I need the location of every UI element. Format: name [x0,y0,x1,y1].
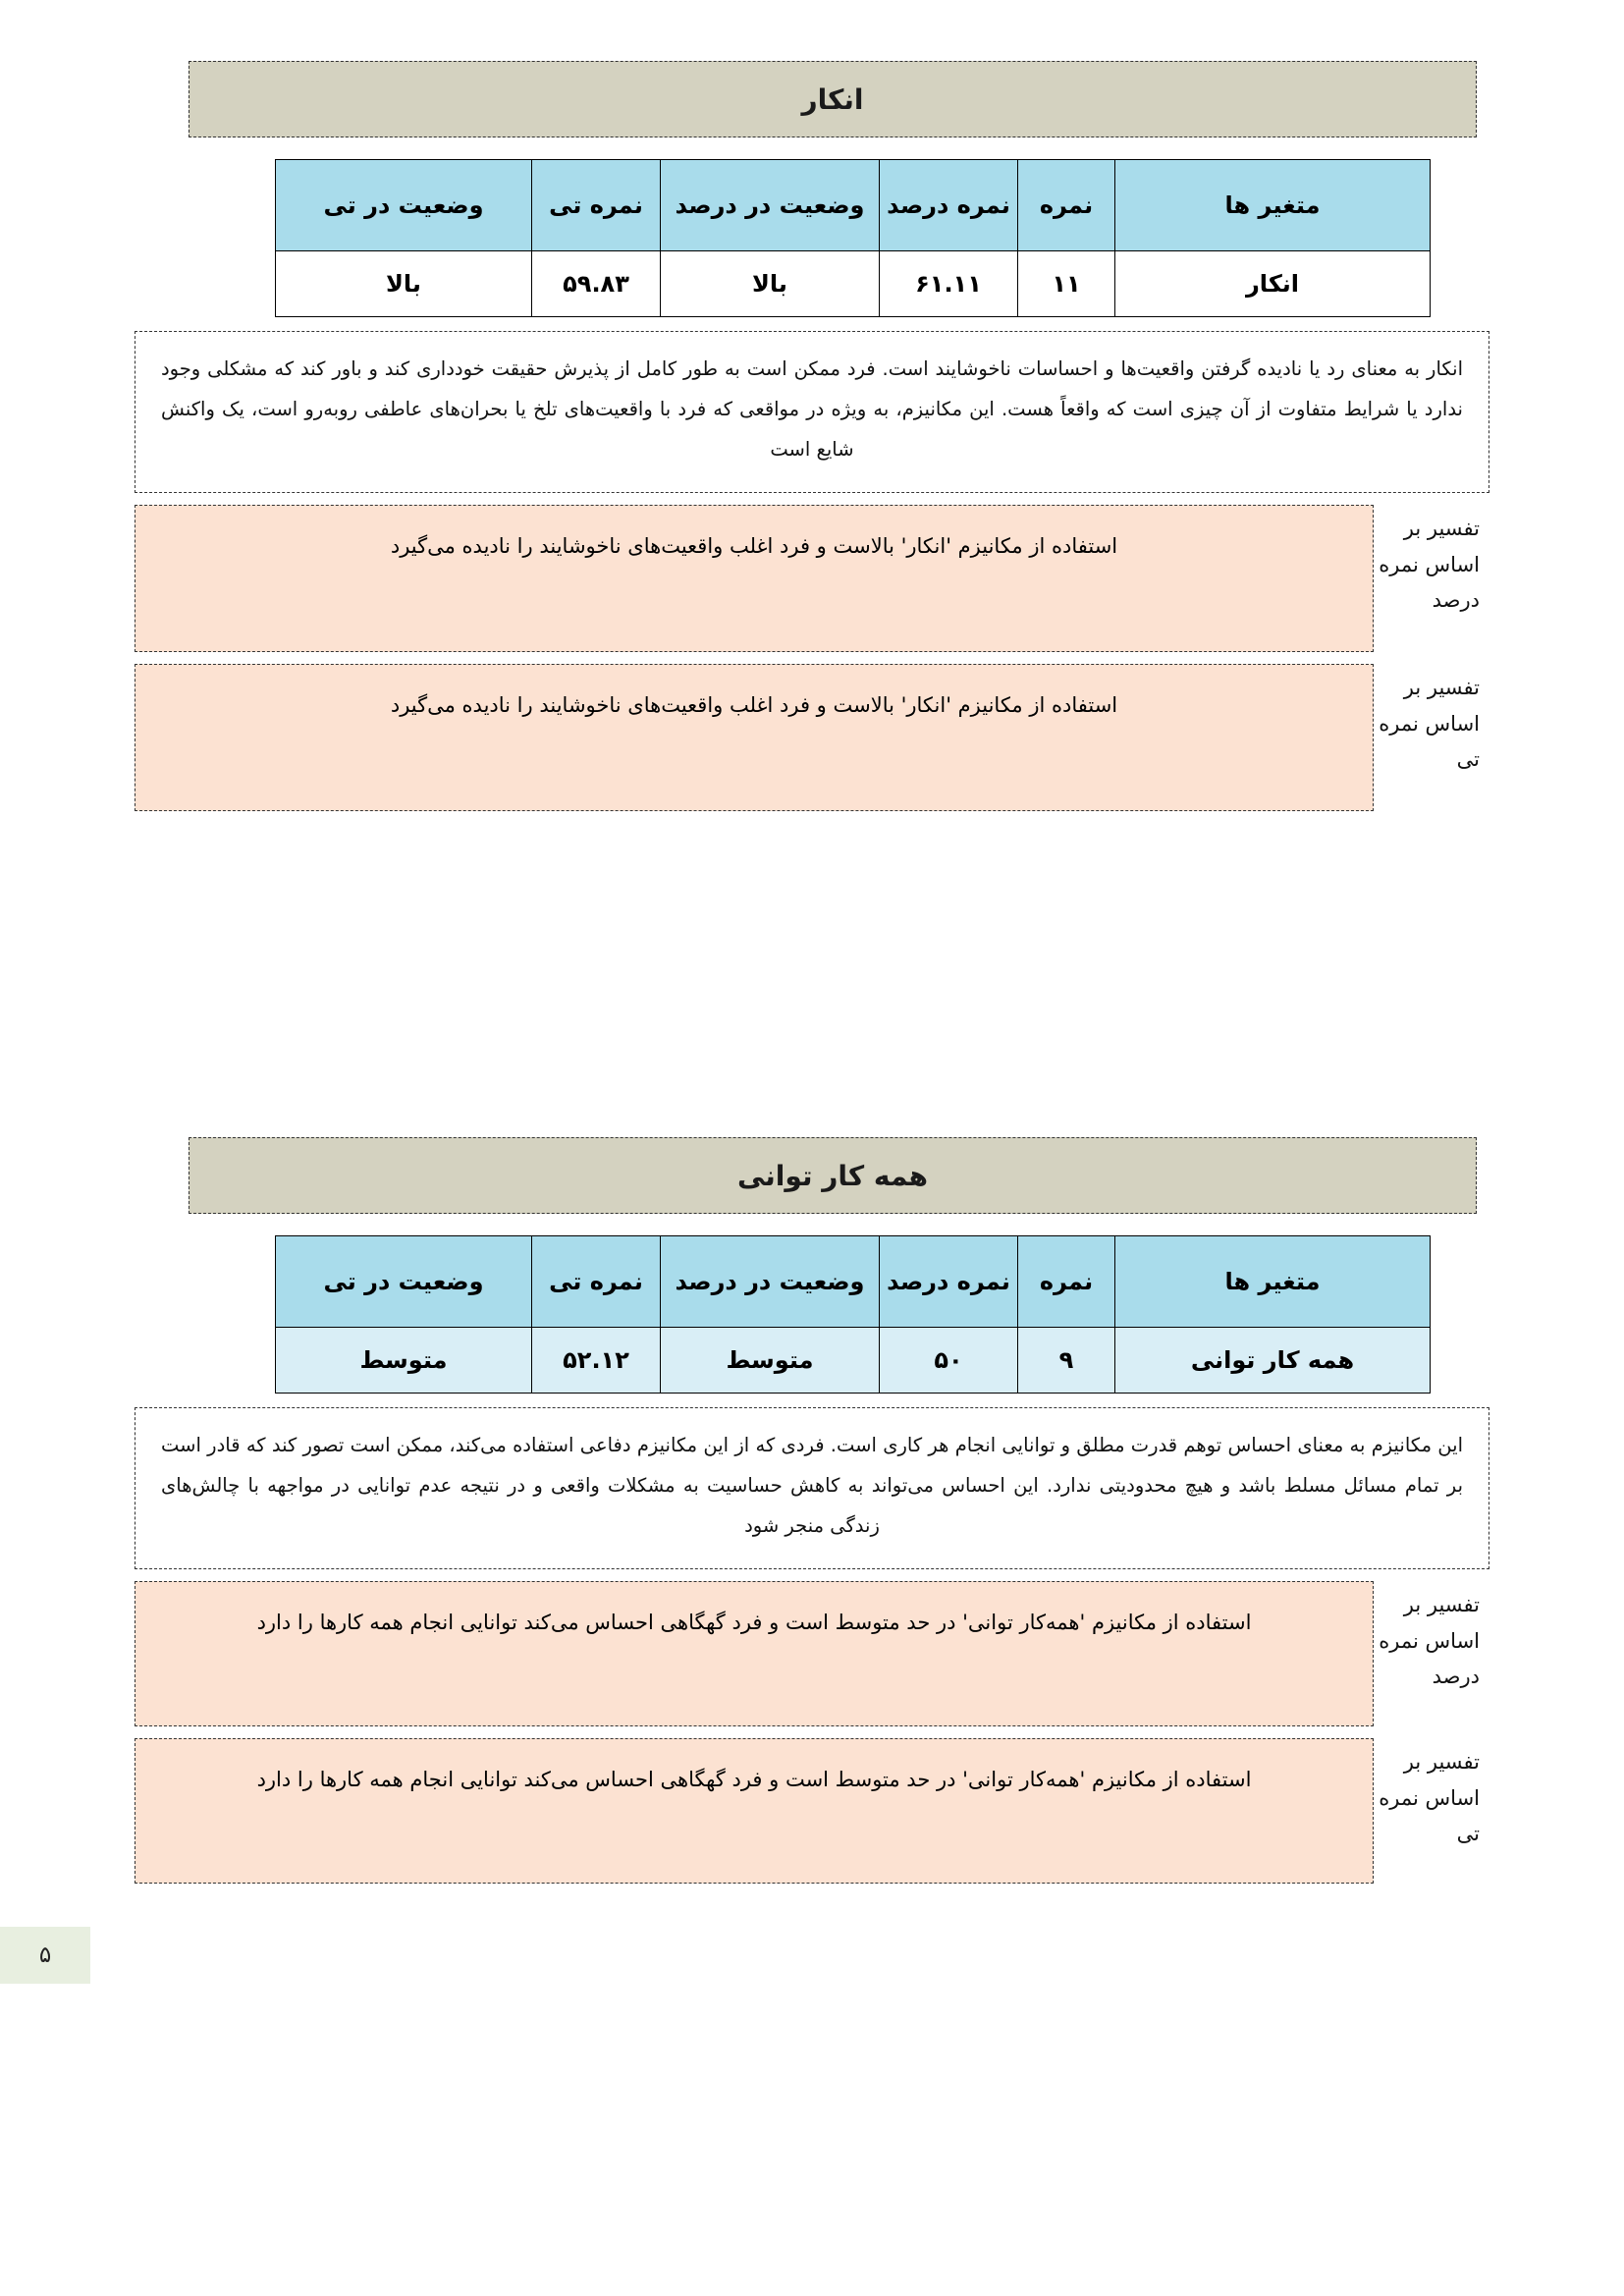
cell-percent-score: ۵۰ [880,1328,1018,1394]
interpretation-label: تفسیر بر اساس نمره تی [1379,675,1480,772]
table-body [276,251,1431,317]
header-percent-score: نمره درصد [880,1236,1018,1328]
cell-score: ۹ [1018,1328,1115,1394]
section-title-denial [189,61,1477,137]
header-percent-status: وضعیت در درصد [661,160,880,251]
header-score: نمره [1018,160,1115,251]
interpretation-text: استفاده از مکانیزم 'انکار' بالاست و فرد اغلب واقعیت‌های ناخوشایند را نادیده می‌گیرد [135,505,1374,652]
interpretation-text: استفاده از مکانیزم 'انکار' بالاست و فرد اغلب واقعیت‌های ناخوشایند را نادیده می‌گیرد [135,664,1374,811]
description-omnipotence: این مکانیزم به معنای احساس توهم قدرت مطلق و توانایی انجام هر کاری است. فردی که از این مکانیزم دفاعی استفاده می‌کند، ممکن است تصور کند که قادر است بر تمام مسائل مسلط باشد و هیچ محدودیتی ندارد. این احساس می‌تواند به کاهش حساسیت به مشکلات واقعی و در نتیجه عدم توانایی در مواجهه با چالش‌های زندگی منجر شود [135,1407,1489,1569]
interpretation-text: استفاده از مکانیزم 'همه‌کار توانی' در حد متوسط است و فرد گهگاهی احساس می‌کند توانایی انجام همه کارها را دارد [135,1738,1374,1884]
interpretation-label: تفسیر بر اساس نمره تی [1379,1749,1480,1846]
cell-t-score: ۵۲.۱۲ [532,1328,661,1394]
header-t-score: نمره تی [532,1236,661,1328]
interpretation-percent-denial [135,505,1489,652]
cell-t-status: متوسط [276,1328,532,1394]
scores-table-denial [275,159,1431,317]
section-title-text: همه کار توانی [736,1159,929,1192]
cell-percent-status: متوسط [661,1328,880,1394]
section-title-omnipotence [189,1137,1477,1214]
page-number-badge: ۵ [0,1927,90,1984]
header-t-score: نمره تی [532,160,661,251]
section-title-text: انکار [801,82,864,116]
table-row [276,1328,1431,1394]
table-header-row [276,1236,1431,1328]
header-percent-status: وضعیت در درصد [661,1236,880,1328]
interpretation-percent-omnipotence [135,1581,1489,1726]
table-header [276,1236,1431,1328]
section-omnipotence [135,1137,1489,1884]
header-percent-score: نمره درصد [880,160,1018,251]
interpretation-t-denial [135,664,1489,811]
cell-percent-status: بالا [661,251,880,317]
header-variable: متغیر ها [1115,1236,1431,1328]
cell-variable: همه کار توانی [1115,1328,1431,1394]
interpretation-t-omnipotence [135,1738,1489,1884]
cell-t-status: بالا [276,251,532,317]
header-t-status: وضعیت در تی [276,1236,532,1328]
section-denial [135,61,1489,811]
description-denial: انکار به معنای رد یا نادیده گرفتن واقعیت‌ها و احساسات ناخوشایند است. فرد ممکن است به طور کامل از پذیرش حقیقت خودداری کند و باور کند که مشکلی وجود ندارد یا شرایط متفاوت از آن چیزی است که واقعاً هست. این مکانیزم، به ویژه در مواقعی که فرد با واقعیت‌های تلخ یا بحران‌های عاطفی روبه‌رو است، یک واکنش شایع است [135,331,1489,493]
scores-table-omnipotence [275,1235,1431,1394]
table-body [276,1328,1431,1394]
table-header-row [276,160,1431,251]
cell-variable: انکار [1115,251,1431,317]
interpretation-label: تفسیر بر اساس نمره درصد [1379,1592,1480,1689]
header-t-status: وضعیت در تی [276,160,532,251]
header-variable: متغیر ها [1115,160,1431,251]
table-row [276,251,1431,317]
interpretation-label: تفسیر بر اساس نمره درصد [1379,516,1480,613]
cell-t-score: ۵۹.۸۳ [532,251,661,317]
header-score: نمره [1018,1236,1115,1328]
interpretation-text: استفاده از مکانیزم 'همه‌کار توانی' در حد متوسط است و فرد گهگاهی احساس می‌کند توانایی انجام همه کارها را دارد [135,1581,1374,1726]
table-header [276,160,1431,251]
cell-score: ۱۱ [1018,251,1115,317]
cell-percent-score: ۶۱.۱۱ [880,251,1018,317]
